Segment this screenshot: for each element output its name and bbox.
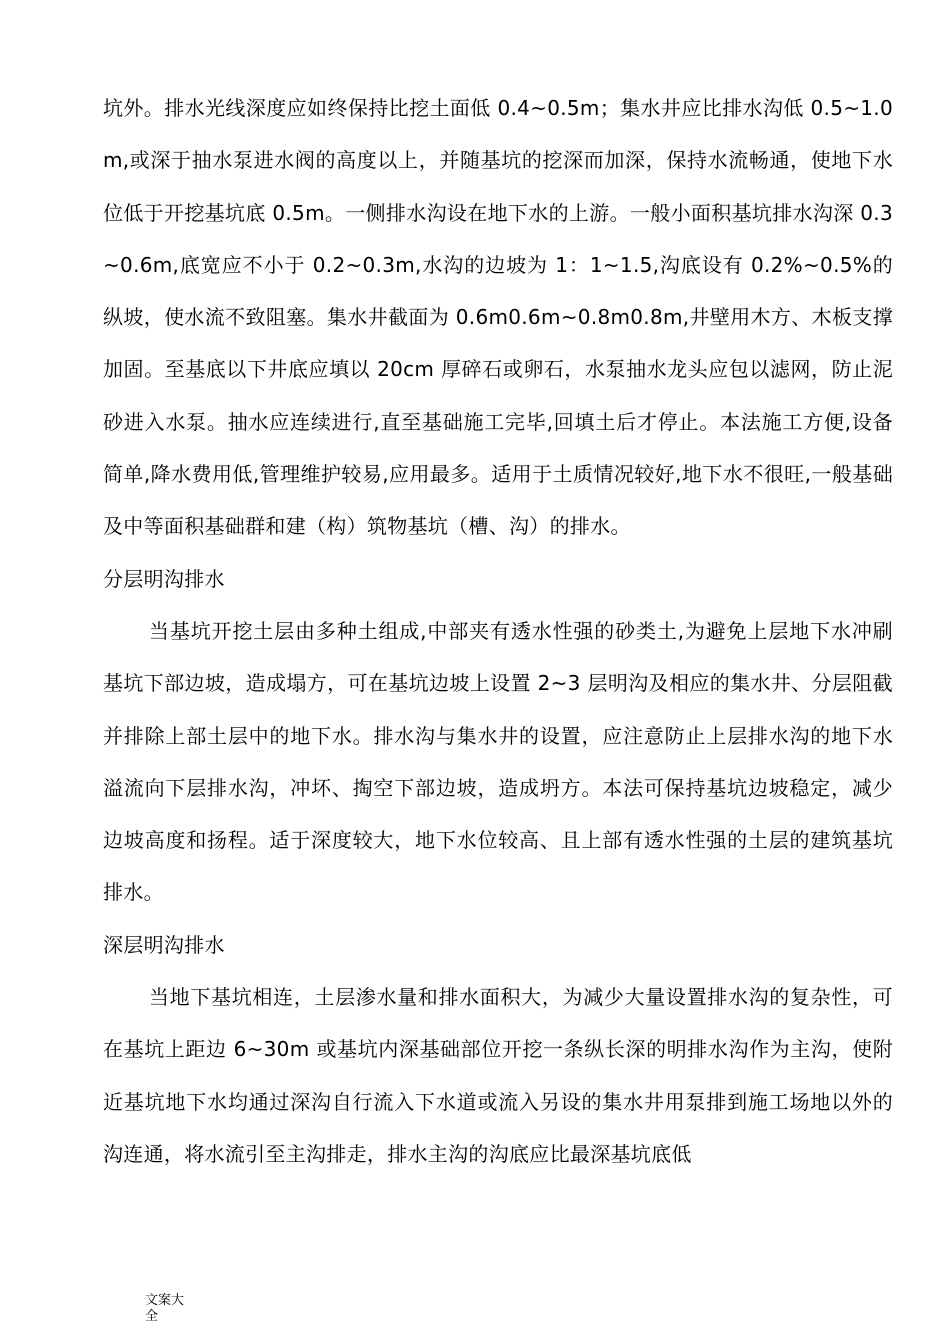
footer-text-line-2: 全: [145, 1309, 159, 1324]
section-heading-deep-ditch-drainage: 深层明沟排水: [103, 932, 225, 957]
paragraph-deep-ditch-drainage: 当地下基坑相连，土层渗水量和排水面积大，为减少大量设置排水沟的复杂性，可在基坑上距边 6~30m 或基坑内深基础部位开挖一条纵长深的明排水沟作为主沟，使附近基坑地下水均通过深沟自行流入下水道或流入另设的集水井用泵排到施工场地以外的沟连通，将水流引至主沟排走，排水主沟的沟底应比最深基坑底低: [103, 985, 893, 1166]
paragraph-open-ditch-drainage-continued: 坑外。排水光线深度应如终保持比挖土面低 0.4~0.5m；集水井应比排水沟低 0.5~1.0m,或深于抽水泵进水阀的高度以上，并随基坑的挖深而加深，保持水流畅通，使地下水位低于开挖基坑底 0.5m。一侧排水沟设在地下水的上游。一般小面积基坑排水沟深 0.3~0.6m,底宽应不小于 0.2~0.3m,水沟的边坡为 1：1~1.5,沟底设有 0.2%~0.5%的纵坡，使水流不致阻塞。集水井截面为 0.6m0.6m~0.8m0.8m,井壁用木方、木板支撑加固。至基底以下井底应填以 20cm 厚碎石或卵石，水泵抽水龙头应包以滤网，防止泥砂进入水泵。抽水应连续进行,直至基础施工完毕,回填土后才停止。本法施工方便,设备简单,降水费用低,管理维护较易,应用最多。适用于土质情况较好,地下水不很旺,一般基础及中等面积基础群和建（构）筑物基坑（槽、沟）的排水。: [103, 96, 893, 539]
footer-text-line-1: 文案大: [145, 1293, 185, 1308]
document-body: [103, 82, 893, 1180]
section-heading-layered-ditch-drainage: 分层明沟排水: [103, 566, 225, 591]
paragraph-layered-ditch-drainage: 当基坑开挖土层由多种土组成,中部夹有透水性强的砂类土,为避免上层地下水冲刷基坑下部边坡，造成塌方，可在基坑边坡上设置 2~3 层明沟及相应的集水井、分层阻截并排除上部土层中的地下水。排水沟与集水井的设置，应注意防止上层排水沟的地下水溢流向下层排水沟，冲坏、掏空下部边坡，造成坍方。本法可保持基坑边坡稳定，减少边坡高度和扬程。适于深度较大，地下水位较高、且上部有透水性强的土层的建筑基坑排水。: [103, 618, 893, 905]
page-footer: [145, 1293, 195, 1325]
